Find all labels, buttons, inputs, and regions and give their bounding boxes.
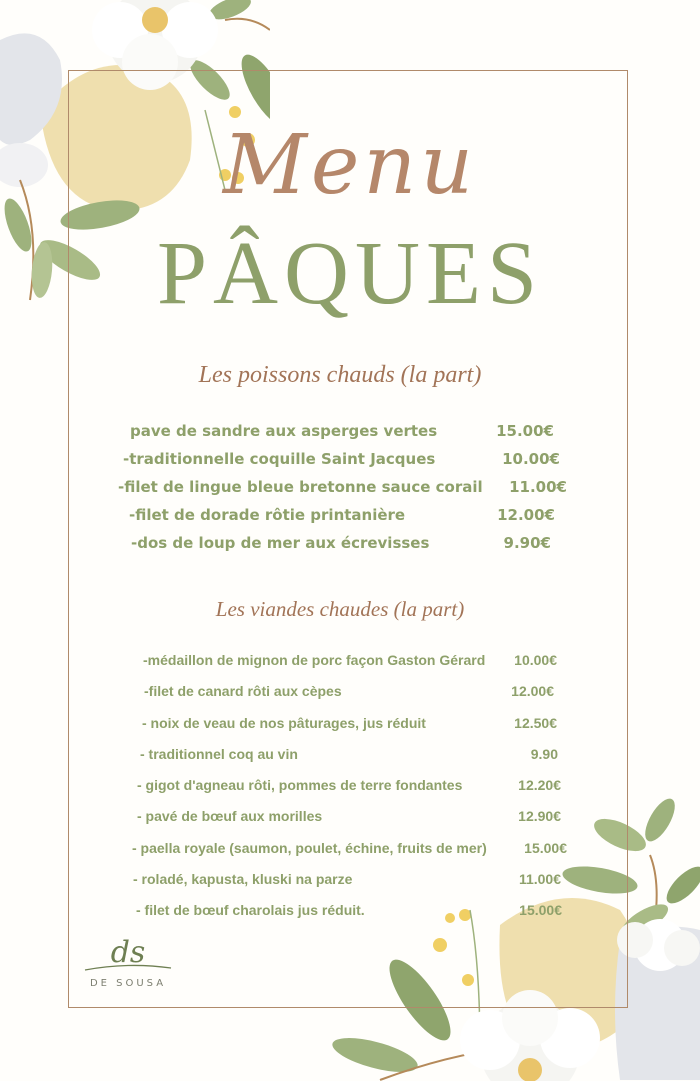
item-price: 10.00€ <box>514 652 557 668</box>
menu-item <box>130 422 554 440</box>
brand-logo <box>78 935 178 989</box>
menu-item <box>123 450 560 468</box>
item-price: 12.00€ <box>497 506 555 524</box>
section-title-viandes: Les viandes chaudes (la part) <box>215 597 465 621</box>
menu-item <box>118 478 567 496</box>
menu-item <box>132 840 567 856</box>
menu-item <box>137 808 561 824</box>
item-name: - noix de veau de nos pâturages, jus réduit <box>142 715 426 731</box>
item-price: 12.20€ <box>518 777 561 793</box>
menu-item <box>129 506 555 524</box>
item-name: - traditionnel coq au vin <box>140 746 298 762</box>
menu-item <box>140 746 558 762</box>
item-price: 12.50€ <box>514 715 557 731</box>
item-name: -traditionnelle coquille Saint Jacques <box>123 450 436 468</box>
item-name: - roladé, kapusta, kluski na parze <box>133 871 353 887</box>
item-name: - paella royale (saumon, poulet, échine, fruits de mer) <box>132 840 487 856</box>
item-name: pave de sandre aux asperges vertes <box>130 422 438 440</box>
item-price: 9.90€ <box>503 534 551 552</box>
item-name: -filet de dorade rôtie printanière <box>129 506 406 524</box>
item-price: 11.00€ <box>509 478 567 496</box>
section-title-poissons: Les poissons chauds (la part) <box>198 362 482 388</box>
item-price: 15.00€ <box>519 902 562 918</box>
item-price: 9.90 <box>530 746 558 762</box>
menu-item <box>144 683 554 699</box>
menu-script-title: Menu <box>222 118 478 213</box>
brand-name: DE SOUSA <box>89 978 167 989</box>
item-name: -filet de canard rôti aux cèpes <box>144 683 342 699</box>
menu-item <box>131 534 551 552</box>
menu-title: PÂQUES <box>156 224 544 323</box>
item-price: 15.00€ <box>524 840 567 856</box>
menu-item <box>142 715 557 731</box>
item-price: 12.00€ <box>511 683 554 699</box>
menu-item <box>137 777 561 793</box>
item-price: 15.00€ <box>496 422 554 440</box>
menu-item <box>133 871 561 887</box>
item-name: - gigot d'agneau rôti, pommes de terre fondantes <box>137 777 463 793</box>
item-price: 12.90€ <box>518 808 561 824</box>
brand-logo-mark: ds <box>110 935 146 970</box>
item-price: 10.00€ <box>502 450 560 468</box>
item-price: 11.00€ <box>518 871 561 887</box>
item-name: - filet de bœuf charolais jus réduit. <box>136 902 365 918</box>
menu-item <box>143 652 557 668</box>
item-name: - pavé de bœuf aux morilles <box>137 808 323 824</box>
item-name: -médaillon de mignon de porc façon Gaston Gérard <box>143 652 486 668</box>
menu-item <box>136 902 562 918</box>
item-name: -dos de loup de mer aux écrevisses <box>131 534 430 552</box>
item-name: -filet de lingue bleue bretonne sauce corail <box>118 478 483 496</box>
